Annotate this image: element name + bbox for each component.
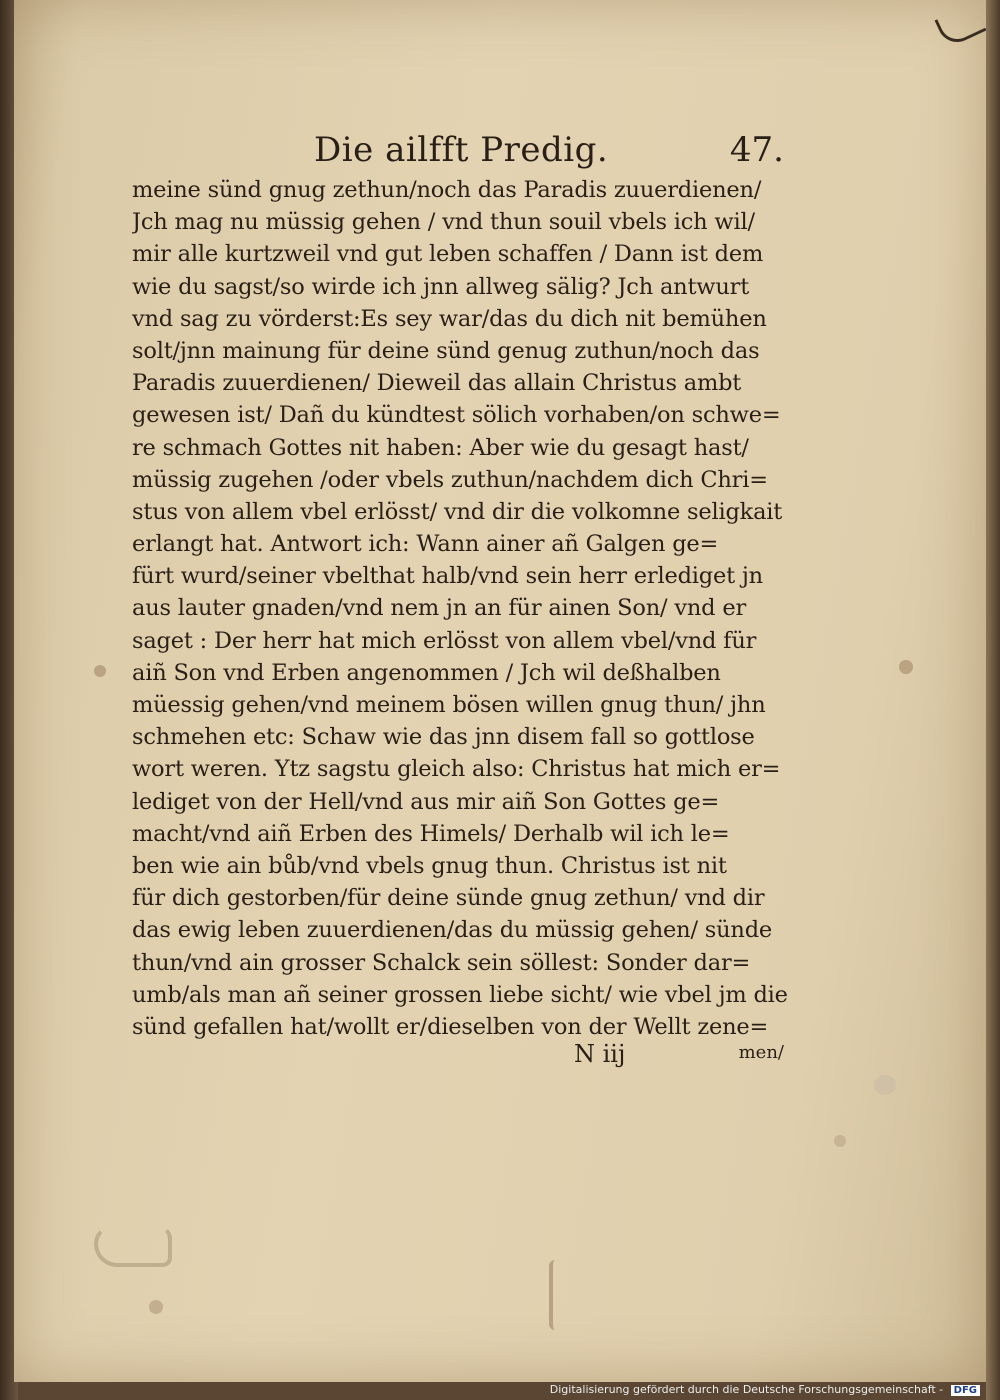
text-line: stus von allem vbel erlösst/ vnd dir die volkomne seligkait bbox=[132, 498, 783, 525]
text-line: wort weren. Ytz sagstu gleich also: Christus hat mich er= bbox=[132, 756, 781, 783]
credit-text: Digitalisierung gefördert durch die Deutsche Forschungsgemeinschaft - bbox=[549, 1383, 944, 1396]
catchword: men/ bbox=[738, 1042, 784, 1063]
paper-stain bbox=[149, 1300, 163, 1314]
text-line: meine sünd gnug zethun/noch das Paradis zuuerdienen/ bbox=[132, 177, 762, 203]
page-footer bbox=[574, 1040, 784, 1080]
text-line: thun/vnd ain grosser Schalck sein söllest: Sonder dar= bbox=[132, 949, 751, 976]
signature-mark: N iij bbox=[574, 1040, 626, 1068]
text-line: müessig gehen/vnd meinem bösen willen gnug thun/ jhn bbox=[132, 692, 766, 718]
text-line: re schmach Gottes nit haben: Aber wie du gesagt hast/ bbox=[132, 434, 749, 461]
paper-stain bbox=[94, 1225, 172, 1267]
text-line: wie du sagst/so wirde ich jnn allweg sälig? Jch antwurt bbox=[132, 273, 750, 300]
paper-stain bbox=[94, 665, 106, 677]
text-line: gewesen ist/ Dañ du kündtest sölich vorhaben/on schwe= bbox=[132, 402, 781, 429]
text-line: erlangt hat. Antwort ich: Wann ainer añ Galgen ge= bbox=[132, 531, 719, 558]
text-line: lediget von der Hell/vnd aus mir aiñ Son Gottes ge= bbox=[132, 788, 720, 815]
paper-stain bbox=[834, 1135, 846, 1147]
text-line: mir alle kurtzweil vnd gut leben schaffen / Dann ist dem bbox=[132, 241, 764, 268]
text-line: Paradis zuuerdienen/ Dieweil das allain Christus ambt bbox=[132, 370, 742, 397]
text-line: umb/als man añ seiner grossen liebe sicht/ wie vbel jm die bbox=[132, 981, 788, 1008]
text-line: für dich gestorben/für deine sünde gnug zethun/ vnd dir bbox=[132, 885, 765, 912]
text-line: saget : Der herr hat mich erlösst von allem vbel/vnd für bbox=[132, 627, 757, 654]
text-line: aus lauter gnaden/vnd nem jn an für ainen Son/ vnd er bbox=[132, 595, 746, 622]
page-edge bbox=[986, 0, 1000, 1400]
text-line: aiñ Son vnd Erben angenommen / Jch wil deßhalben bbox=[132, 659, 721, 686]
text-line: ben wie ain bůb/vnd vbels gnug thun. Christus ist nit bbox=[132, 852, 727, 879]
page-header bbox=[314, 130, 784, 180]
text-line: macht/vnd aiñ Erben des Himels/ Derhalb wil ich le= bbox=[132, 820, 730, 847]
text-line: solt/jnn mainung für deine sünd genug zuthun/noch das bbox=[132, 337, 760, 364]
funding-credit bbox=[550, 1383, 980, 1396]
paper-stain bbox=[899, 660, 913, 674]
folio-number: 47. bbox=[729, 130, 784, 170]
running-head: Die ailfft Predig. bbox=[314, 130, 609, 170]
text-line: das ewig leben zuuerdienen/das du müssig gehen/ sünde bbox=[132, 917, 773, 944]
text-line: sünd gefallen hat/wollt er/dieselben von der Wellt zene= bbox=[132, 1013, 769, 1040]
paper-stain bbox=[549, 1260, 569, 1330]
text-line: fürt wurd/seiner vbelthat halb/vnd sein herr erlediget jn bbox=[132, 563, 763, 590]
text-line: müssig zugehen /oder vbels zuthun/nachdem dich Chri= bbox=[132, 466, 768, 493]
text-line: vnd sag zu vörderst:Es sey war/das du dich nit bemühen bbox=[132, 305, 767, 332]
paper-stain bbox=[874, 1075, 896, 1095]
text-line: Jch mag nu müssig gehen / vnd thun souil vbels ich wil/ bbox=[132, 209, 755, 236]
text-line: schmehen etc: Schaw wie das jnn disem fall so gottlose bbox=[132, 724, 755, 751]
body-text bbox=[132, 174, 792, 1043]
pen-mark bbox=[934, 2, 986, 48]
book-page bbox=[14, 0, 986, 1382]
dfg-logo: DFG bbox=[951, 1385, 980, 1396]
